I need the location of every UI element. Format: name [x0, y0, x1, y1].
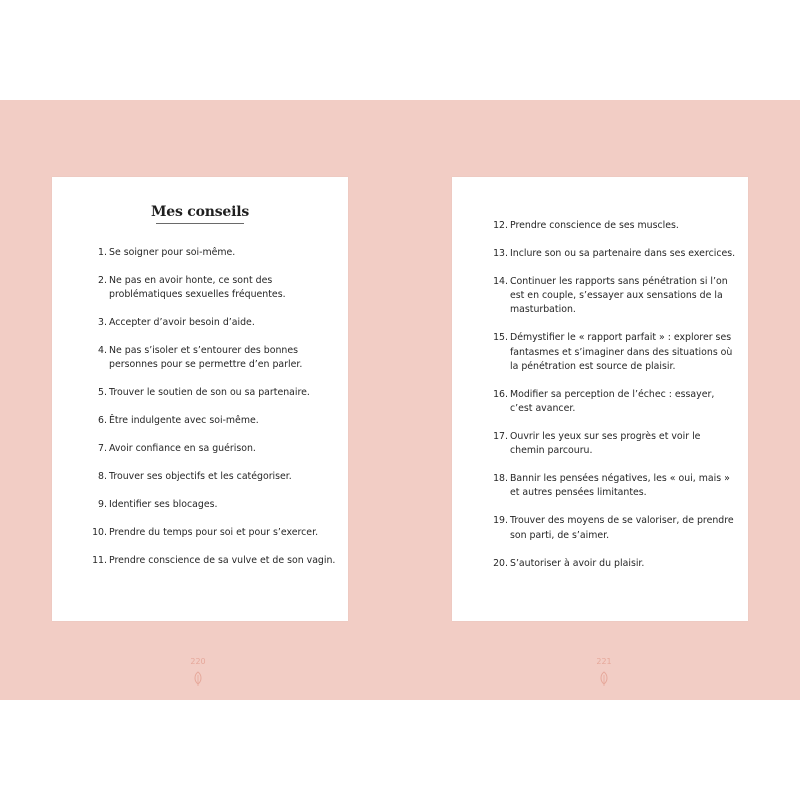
tip-text: Continuer les rapports sans pénétration si l’on est en couple, s’essayer aux sensations de la masturbation. [510, 276, 728, 316]
tip-text: Se soigner pour soi-même. [109, 247, 236, 258]
tip-number: 1. [98, 247, 107, 258]
tip-number: 4. [98, 345, 107, 357]
list-item [452, 275, 748, 318]
page-number: 221 [596, 657, 612, 666]
tip-number: 15. [493, 332, 508, 344]
tip-text: Ne pas s’isoler et s’entourer des bonnes personnes pour se permettre d’en parler. [109, 345, 303, 371]
page-number: 220 [190, 657, 206, 666]
tip-number: 12. [493, 220, 508, 231]
tips-list-right [452, 219, 748, 571]
tip-text: Trouver des moyens de se valoriser, de prendre son parti, de s’aimer. [510, 515, 734, 541]
title-underline [156, 223, 244, 224]
list-item [52, 526, 348, 540]
tip-number: 13. [493, 248, 508, 259]
list-item [52, 498, 348, 512]
list-item [452, 388, 748, 416]
tip-number: 14. [493, 276, 508, 287]
tip-number: 19. [493, 515, 508, 527]
tip-text: Identifier ses blocages. [109, 499, 218, 511]
tip-text: Démystifier le « rapport parfait » : explorer ses fantasmes et s’imaginer dans des situations où la pénétration est source de plaisir. [510, 332, 733, 372]
list-item [52, 470, 348, 484]
list-item [52, 316, 348, 330]
tip-number: 8. [98, 471, 107, 483]
tip-text: Avoir confiance en sa guérison. [109, 443, 256, 455]
list-item [52, 554, 348, 568]
list-item [52, 414, 348, 428]
list-item [52, 386, 348, 400]
list-item [452, 331, 748, 374]
tip-text: Modifier sa perception de l’échec : essayer, c’est avancer. [510, 388, 715, 415]
tip-text: Accepter d’avoir besoin d’aide. [109, 317, 255, 329]
tip-text: Inclure son ou sa partenaire dans ses exercices. [510, 248, 736, 259]
tip-text: Bannir les pensées négatives, les « oui, mais » et autres pensées limitantes. [510, 473, 730, 499]
tip-text: Ne pas en avoir honte, ce sont des problématiques sexuelles fréquentes. [109, 275, 286, 301]
list-item [452, 514, 748, 542]
tip-number: 20. [493, 557, 508, 569]
left-page-card [52, 177, 348, 621]
book-spread [0, 100, 800, 700]
tip-text: Être indulgente avec soi-même. [109, 415, 259, 427]
tip-text: Ouvrir les yeux sur ses progrès et voir le chemin parcouru. [510, 431, 701, 457]
tip-text: Trouver ses objectifs et les catégoriser. [109, 471, 292, 483]
tip-number: 5. [98, 387, 107, 399]
tip-number: 18. [493, 473, 508, 485]
tip-text: Prendre conscience de ses muscles. [510, 220, 679, 231]
leaf-icon [598, 671, 610, 687]
tip-number: 10. [92, 527, 107, 539]
list-item [52, 442, 348, 456]
tip-number: 2. [98, 275, 107, 286]
tip-number: 16. [493, 388, 508, 400]
tip-text: Prendre du temps pour soi et pour s’exercer. [109, 527, 319, 539]
list-item [452, 247, 748, 261]
tip-text: Prendre conscience de sa vulve et de son vagin. [109, 555, 336, 567]
list-item [452, 557, 748, 571]
tip-number: 9. [98, 499, 107, 511]
tip-number: 3. [98, 317, 107, 329]
tip-number: 6. [98, 415, 107, 427]
list-item [52, 246, 348, 260]
list-item [452, 430, 748, 458]
tip-number: 7. [98, 443, 107, 455]
list-item [452, 472, 748, 500]
tips-list-left [52, 246, 348, 569]
tip-text: Trouver le soutien de son ou sa partenaire. [109, 387, 310, 399]
page-title: Mes conseils [150, 204, 250, 220]
list-item [52, 344, 348, 372]
tip-number: 11. [92, 555, 107, 567]
list-item [52, 274, 348, 302]
right-page-card [452, 177, 748, 621]
leaf-icon [192, 671, 204, 687]
list-item [452, 219, 748, 233]
tip-text: S’autoriser à avoir du plaisir. [510, 557, 645, 569]
tip-number: 17. [493, 431, 508, 443]
page-number-left [178, 657, 218, 687]
page-number-right [584, 657, 624, 687]
